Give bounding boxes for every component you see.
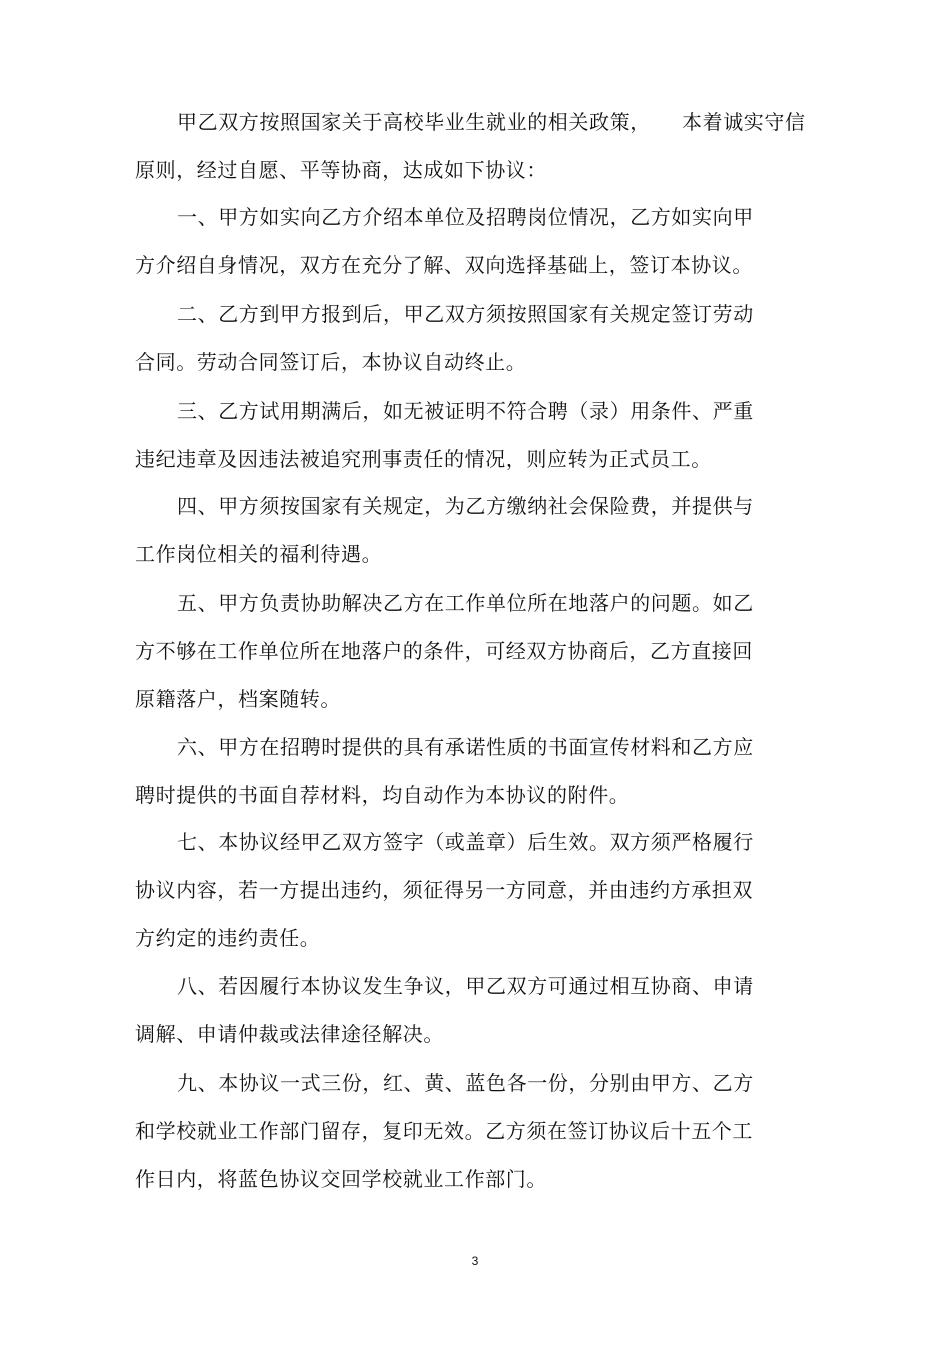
paragraph-line: 原籍落户，档案随转。 [135,687,341,711]
paragraph-line: 五、甲方负责协助解决乙方在工作单位所在地落户的问题。如乙 [177,591,754,615]
paragraph-line: 原则，经过自愿、平等协商，达成如下协议： [135,158,547,182]
paragraph-line: 方介绍自身情况，双方在充分了解、双向选择基础上，签订本协议。 [135,253,753,277]
paragraph-line: 二、乙方到甲方报到后，甲乙双方须按照国家有关规定签订劳动 [177,302,754,326]
paragraph-line: 合同。劳动合同签订后，本协议自动终止。 [135,350,527,374]
paragraph-line: 四、甲方须按国家有关规定，为乙方缴纳社会保险费，并提供与 [177,494,754,518]
paragraph-line: 甲乙双方按照国家关于高校毕业生就业的相关政策， 本着诚实守信 [177,110,806,134]
paragraph-line: 六、甲方在招聘时提供的具有承诺性质的书面宣传材料和乙方应 [177,735,754,759]
paragraph-line: 协议内容，若一方提出违约，须征得另一方同意，并由违约方承担双 [135,878,753,902]
paragraph-line: 工作岗位相关的福利待遇。 [135,542,383,566]
paragraph-line: 九、本协议一式三份，红、黄、蓝色各一份，分别由甲方、乙方 [177,1071,754,1095]
paragraph-line: 方不够在工作单位所在地落户的条件，可经双方协商后，乙方直接回 [135,639,753,663]
paragraph-line: 调解、申请仲裁或法律途径解决。 [135,1022,444,1046]
paragraph-line: 违纪违章及因违法被追究刑事责任的情况，则应转为正式员工。 [135,447,712,471]
page-number: 3 [471,1254,479,1268]
paragraph-line: 作日内，将蓝色协议交回学校就业工作部门。 [135,1167,547,1191]
paragraph-line: 和学校就业工作部门留存，复印无效。乙方须在签订协议后十五个工 [135,1119,753,1143]
paragraph-line: 八、若因履行本协议发生争议，甲乙双方可通过相互协商、申请 [177,974,754,998]
paragraph-line: 聘时提供的书面自荐材料，均自动作为本协议的附件。 [135,783,630,807]
paragraph-line: 一、甲方如实向乙方介绍本单位及招聘岗位情况，乙方如实向甲 [177,205,754,229]
paragraph-line: 方约定的违约责任。 [135,926,321,950]
paragraph-line: 七、本协议经甲乙双方签字（或盖章）后生效。双方须严格履行 [177,830,754,854]
paragraph-line: 三、乙方试用期满后，如无被证明不符合聘（录）用条件、严重 [177,399,754,423]
